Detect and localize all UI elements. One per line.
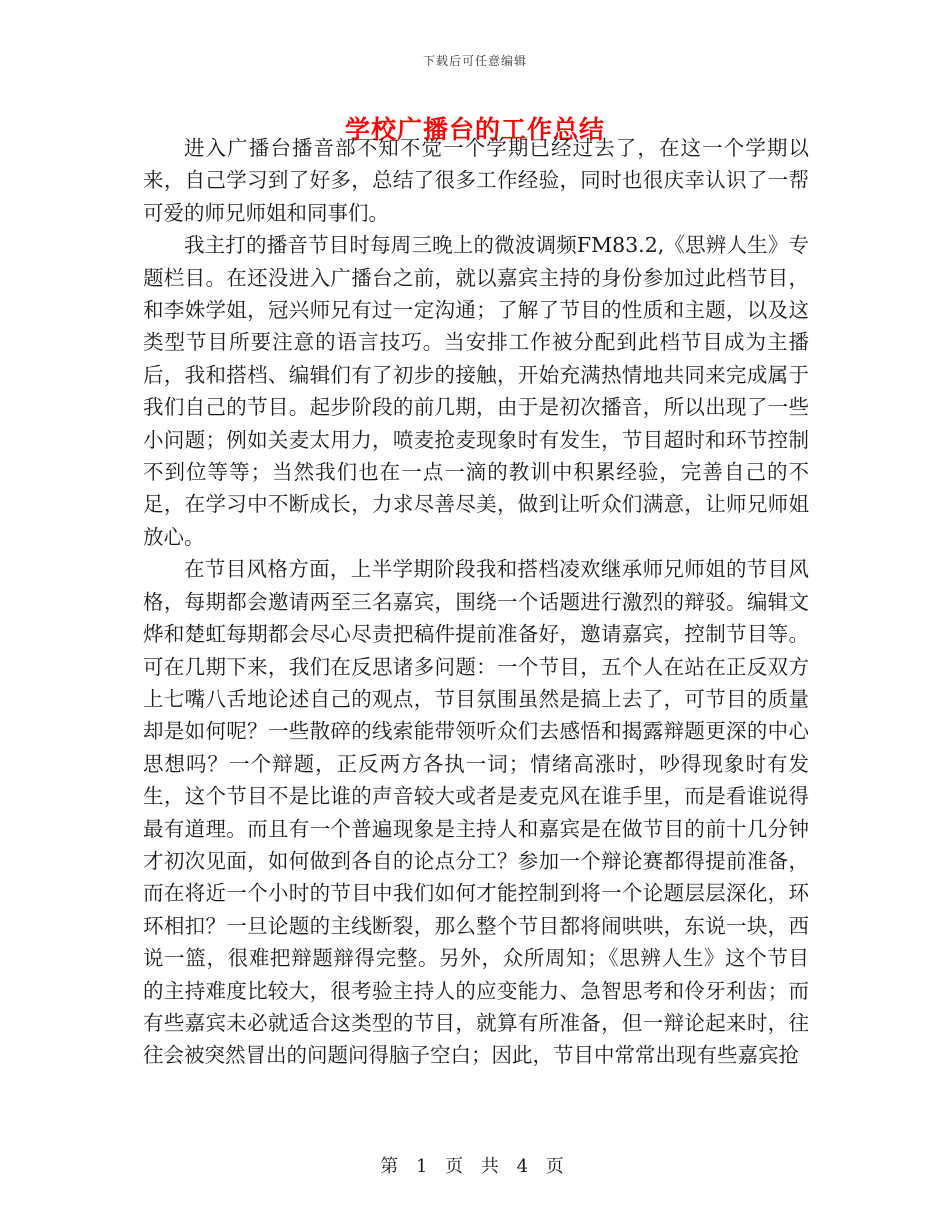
document-title: 学校广播台的工作总结 <box>344 115 605 144</box>
page-header-note: 下载后可任意编辑 <box>422 54 527 68</box>
paragraph-3: 在节目风格方面，上半学期阶段我和搭档凌欢继承师兄师姐的节目风格，每期都会邀请两至三名嘉宾，围绕一个话题进行激烈的辩驳。编辑文烨和楚虹每期都会尽心尽责把稿件提前准备好，邀请嘉宾，控制节目等。可在几期下来，我们在反思诸多问题：一个节目，五个人在站在正反双方上七嘴八舌地论述自己的观点，节目氛围虽然是搞上去了，可节目的质量却是如何呢？一些散碎的线索能带领听众们去感悟和揭露辩题更深的中心思想吗？一个辩题，正反两方各执一词；情绪高涨时，吵得现象时有发生，这个节目不是比谁的声音较大或者是麦克风在谁手里，而是看谁说得最有道理。而且有一个普遍现象是主持人和嘉宾是在做节目的前十几分钟才初次见面，如何做到各自的论点分工？参加一个辩论赛都得提前准备，而在将近一个小时的节目中我们如何才能控制到将一个论题层层深化，环环相扣？一旦论题的主线断裂，那么整个节目都将闹哄哄，东说一块，西说一篮，很难把辩题辩得完整。另外，众所周知；《思辨人生》这个节目的主持难度比较大，很考验主持人的应变能力、急智思考和伶牙利齿；而有些嘉宾未必就适合这类型的节目，就算有所准备，但一辩论起来时，往往会被突然冒出的问题问得脑子空白；因此，节目中常常出现有些嘉宾抢 <box>143 557 809 1068</box>
page-footer: 第 1 页 共 4 页 <box>380 1156 570 1177</box>
paragraph-1: 进入广播台播音部不知不觉一个学期已经过去了，在这一个学期以来，自己学习到了好多，总结了很多工作经验，同时也很庆幸认识了一帮可爱的师兄师姐和同事们。 <box>143 136 809 225</box>
paragraph-2: 我主打的播音节目时每周三晚上的微波调频FM83.2,《思辨人生》专题栏目。在还没进入广播台之前，就以嘉宾主持的身份参加过此档节目，和李姝学姐，冠兴师兄有过一定沟通；了解了节目的性质和主题，以及这类型节目所要注意的语言技巧。当安排工作被分配到此档节目成为主播后，我和搭档、编辑们有了初步的接触，开始充满热情地共同来完成属于我们自己的节目。起步阶段的前几期，由于是初次播音，所以出现了一些小问题；例如关麦太用力，喷麦抢麦现象时有发生，节目超时和环节控制不到位等等；当然我们也在一点一滴的教训中积累经验，完善自己的不足，在学习中不断成长，力求尽善尽美，做到让听众们满意，让师兄师姐放心。 <box>143 233 809 549</box>
document-body <box>143 132 809 1072</box>
